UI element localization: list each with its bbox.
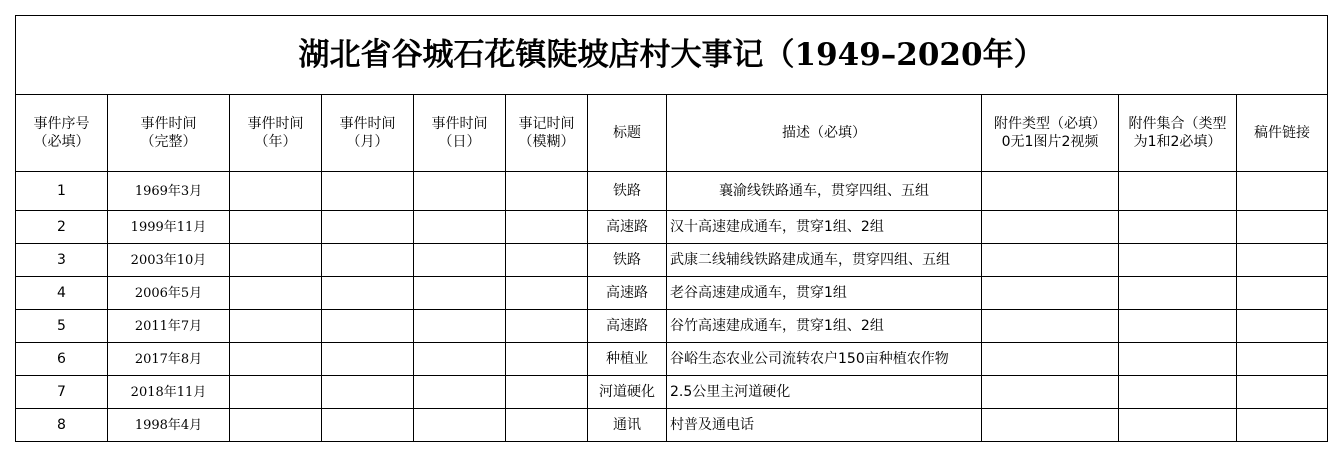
cell-title[interactable]: 通讯	[588, 409, 667, 442]
cell-fuzzy-time[interactable]	[506, 277, 588, 310]
header-cell-title[interactable]: 标题	[588, 95, 667, 172]
cell-event-day[interactable]	[414, 244, 506, 277]
cell-event-month[interactable]	[322, 277, 414, 310]
cell-event-time[interactable]: 1999年11月	[108, 211, 230, 244]
cell-event-day[interactable]	[414, 211, 506, 244]
cell-event-day[interactable]	[414, 376, 506, 409]
cell-event-no[interactable]: 6	[16, 343, 108, 376]
cell-event-time[interactable]: 2018年11月	[108, 376, 230, 409]
cell-attachment-set[interactable]	[1119, 277, 1237, 310]
header-cell-manuscript-link[interactable]: 稿件链接	[1237, 95, 1328, 172]
spreadsheet	[15, 15, 1328, 442]
cell-description[interactable]: 2.5公里主河道硬化	[667, 376, 982, 409]
cell-attachment-set[interactable]	[1119, 244, 1237, 277]
cell-attachment-set[interactable]	[1119, 310, 1237, 343]
cell-fuzzy-time[interactable]	[506, 244, 588, 277]
table-row	[16, 409, 1328, 442]
cell-manuscript-link[interactable]	[1237, 244, 1328, 277]
cell-attachment-set[interactable]	[1119, 343, 1237, 376]
cell-manuscript-link[interactable]	[1237, 376, 1328, 409]
cell-manuscript-link[interactable]	[1237, 211, 1328, 244]
table-row	[16, 244, 1328, 277]
cell-event-time[interactable]: 2011年7月	[108, 310, 230, 343]
cell-description[interactable]: 村普及通电话	[667, 409, 982, 442]
header-cell-event-month[interactable]: 事件时间 （月）	[322, 95, 414, 172]
cell-event-year[interactable]	[230, 172, 322, 211]
cell-attachment-set[interactable]	[1119, 211, 1237, 244]
cell-event-month[interactable]	[322, 376, 414, 409]
cell-manuscript-link[interactable]	[1237, 172, 1328, 211]
cell-event-year[interactable]	[230, 409, 322, 442]
cell-attachment-type[interactable]	[982, 343, 1119, 376]
cell-title[interactable]: 高速路	[588, 211, 667, 244]
cell-event-day[interactable]	[414, 310, 506, 343]
cell-fuzzy-time[interactable]	[506, 409, 588, 442]
cell-event-year[interactable]	[230, 244, 322, 277]
cell-event-no[interactable]: 2	[16, 211, 108, 244]
cell-event-no[interactable]: 4	[16, 277, 108, 310]
cell-event-day[interactable]	[414, 277, 506, 310]
cell-attachment-type[interactable]	[982, 310, 1119, 343]
table-row	[16, 343, 1328, 376]
cell-event-no[interactable]: 1	[16, 172, 108, 211]
cell-event-month[interactable]	[322, 343, 414, 376]
cell-attachment-type[interactable]	[982, 277, 1119, 310]
cell-description[interactable]: 谷峪生态农业公司流转农户150亩种植农作物	[667, 343, 982, 376]
cell-fuzzy-time[interactable]	[506, 310, 588, 343]
cell-event-year[interactable]	[230, 310, 322, 343]
cell-event-month[interactable]	[322, 172, 414, 211]
cell-event-no[interactable]: 8	[16, 409, 108, 442]
cell-fuzzy-time[interactable]	[506, 343, 588, 376]
cell-manuscript-link[interactable]	[1237, 343, 1328, 376]
cell-fuzzy-time[interactable]	[506, 376, 588, 409]
cell-event-time[interactable]: 2003年10月	[108, 244, 230, 277]
header-cell-event-year[interactable]: 事件时间 （年）	[230, 95, 322, 172]
table-row	[16, 310, 1328, 343]
cell-attachment-type[interactable]	[982, 376, 1119, 409]
cell-event-time[interactable]: 2017年8月	[108, 343, 230, 376]
table-row	[16, 211, 1328, 244]
table-row	[16, 376, 1328, 409]
cell-fuzzy-time[interactable]	[506, 211, 588, 244]
table-row	[16, 172, 1328, 211]
table-title[interactable]: 湖北省谷城石花镇陡坡店村大事记（1949–2020年）	[16, 16, 1328, 95]
cell-attachment-type[interactable]	[982, 211, 1119, 244]
cell-title[interactable]: 铁路	[588, 172, 667, 211]
cell-event-no[interactable]: 3	[16, 244, 108, 277]
header-cell-description[interactable]: 描述（必填）	[667, 95, 982, 172]
events-table	[15, 15, 1328, 442]
cell-description[interactable]: 武康二线辅线铁路建成通车，贯穿四组、五组	[667, 244, 982, 277]
cell-title[interactable]: 河道硬化	[588, 376, 667, 409]
cell-attachment-type[interactable]	[982, 409, 1119, 442]
cell-event-year[interactable]	[230, 277, 322, 310]
header-cell-attachment-set[interactable]: 附件集合（类型 为1和2必填）	[1119, 95, 1237, 172]
cell-event-no[interactable]: 7	[16, 376, 108, 409]
cell-attachment-set[interactable]	[1119, 409, 1237, 442]
cell-title[interactable]: 铁路	[588, 244, 667, 277]
cell-title[interactable]: 高速路	[588, 277, 667, 310]
cell-event-year[interactable]	[230, 343, 322, 376]
header-cell-event-day[interactable]: 事件时间 （日）	[414, 95, 506, 172]
cell-event-time[interactable]: 1969年3月	[108, 172, 230, 211]
cell-event-year[interactable]	[230, 376, 322, 409]
cell-event-year[interactable]	[230, 211, 322, 244]
cell-attachment-set[interactable]	[1119, 172, 1237, 211]
cell-title[interactable]: 高速路	[588, 310, 667, 343]
header-cell-event-no[interactable]: 事件序号 （必填）	[16, 95, 108, 172]
cell-event-month[interactable]	[322, 310, 414, 343]
cell-event-time[interactable]: 2006年5月	[108, 277, 230, 310]
cell-event-month[interactable]	[322, 211, 414, 244]
cell-attachment-type[interactable]	[982, 244, 1119, 277]
cell-attachment-set[interactable]	[1119, 376, 1237, 409]
cell-event-day[interactable]	[414, 409, 506, 442]
cell-description[interactable]: 老谷高速建成通车，贯穿1组	[667, 277, 982, 310]
cell-event-day[interactable]	[414, 172, 506, 211]
cell-event-day[interactable]	[414, 343, 506, 376]
cell-manuscript-link[interactable]	[1237, 277, 1328, 310]
cell-manuscript-link[interactable]	[1237, 310, 1328, 343]
cell-event-no[interactable]: 5	[16, 310, 108, 343]
cell-manuscript-link[interactable]	[1237, 409, 1328, 442]
header-cell-attachment-type[interactable]: 附件类型（必填） 0无1图片2视频	[982, 95, 1119, 172]
cell-event-month[interactable]	[322, 244, 414, 277]
cell-description[interactable]: 襄渝线铁路通车，贯穿四组、五组	[667, 172, 982, 211]
cell-event-month[interactable]	[322, 409, 414, 442]
header-row	[16, 95, 1328, 172]
header-cell-fuzzy-time[interactable]: 事记时间 （模糊）	[506, 95, 588, 172]
cell-fuzzy-time[interactable]	[506, 172, 588, 211]
cell-title[interactable]: 种植业	[588, 343, 667, 376]
cell-attachment-type[interactable]	[982, 172, 1119, 211]
cell-event-time[interactable]: 1998年4月	[108, 409, 230, 442]
table-row	[16, 277, 1328, 310]
header-cell-event-time-full[interactable]: 事件时间 （完整）	[108, 95, 230, 172]
cell-description[interactable]: 谷竹高速建成通车，贯穿1组、2组	[667, 310, 982, 343]
cell-description[interactable]: 汉十高速建成通车，贯穿1组、2组	[667, 211, 982, 244]
